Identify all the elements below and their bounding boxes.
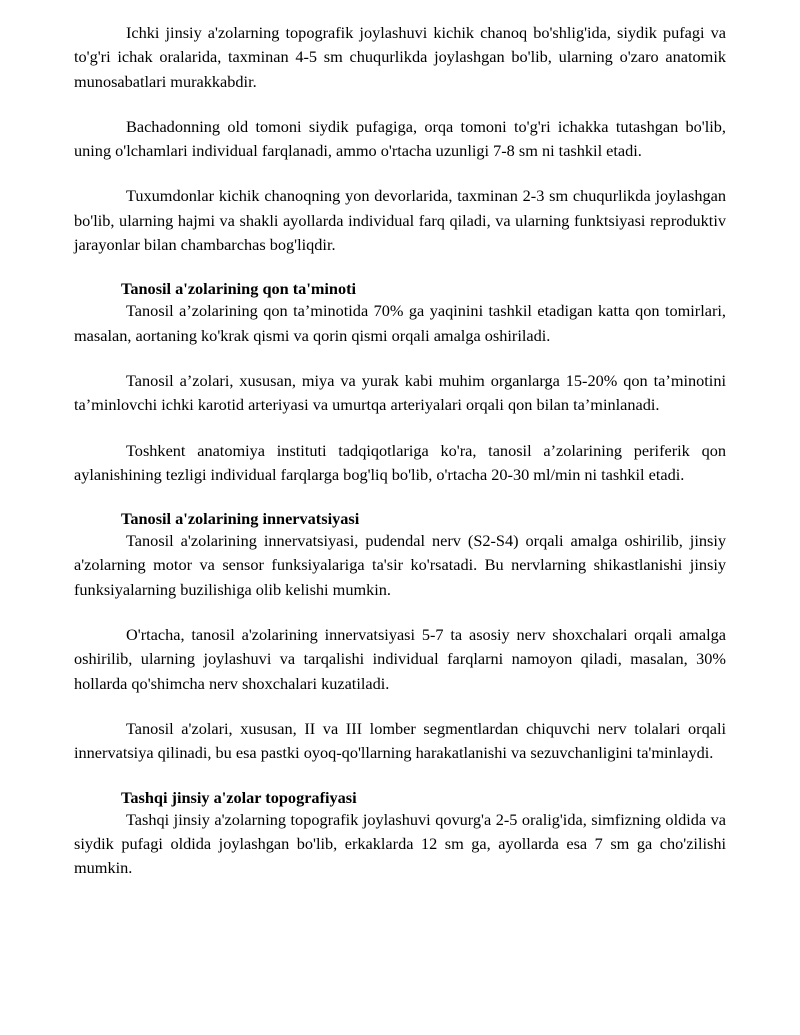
paragraph-blood-supply-2: Tanosil a’zolari, xususan, miya va yurak kabi muhim organlarga 15-20% qon ta’minotini ta’minlovchi ichki karotid arteriyasi va umurtqa arteriyalari orqali qon bilan ta’minlanadi. [74,370,726,415]
paragraph-blood-supply-3: Toshkent anatomiya instituti tadqiqotlariga ko'ra, tanosil a’zolarining periferik qon aylanishining tezligi individual farqlarga bog'liq bo'lib, o'rtacha 20-30 ml/min ni tashkil etadi. [74,440,726,484]
section-heading-external-topography: Tashqi jinsiy a'zolar topografiyasi [121,787,357,807]
paragraph-uterus: Bachadonning old tomoni siydik pufagiga, orqa tomoni to'g'ri ichakka tutashgan bo'lib, uning o'lchamlari individual farqlanadi, ammo o'rtacha uzunligi 7-8 sm ni tashkil etadi. [74,116,726,161]
paragraph-ovaries: Tuxumdonlar kichik chanoqning yon devorlarida, taxminan 2-3 sm chuqurlikda joylashgan bo'lib, ularning hajmi va shakli ayollarda individual farq qiladi, va ularning funktsiyasi reproduktiv jarayonlar bilan chambarchas bog'liqdir. [74,186,726,255]
section-heading-blood-supply: Tanosil a'zolarining qon ta'minoti [121,279,357,299]
paragraph-external-topography: Tashqi jinsiy a'zolarning topografik joylashuvi qovurg'a 2-5 oralig'ida, simfizning oldida va siydik pufagi oldida joylashgan bo'lib, erkaklarda 12 sm ga, ayollarda esa 7 sm ga cho'zilishi mumkin. [74,809,726,878]
paragraph-topography-internal: Ichki jinsiy a'zolarning topografik joylashuvi kichik chanoq bo'shlig'ida, siydik pufagi va to'g'ri ichak oralarida, taxminan 4-5 sm chuqurlikda joylashgan bo'lib, ularning o'zaro anatomik munosabatlari murakkabdir. [74,23,726,91]
paragraph-innervation-1: Tanosil a'zolarining innervatsiyasi, pudendal nerv (S2-S4) orqali amalga oshirilib, jinsiy a'zolarning motor va sensor funksiyalariga ta'sir ko'rsatadi. Bu nervlarning shikastlanishi jinsiy funksiyalarning buzilishiga olib kelishi mumkin. [74,531,726,599]
paragraph-innervation-3: Tanosil a'zolari, xususan, II va III lomber segmentlardan chiquvchi nerv tolalari orqali innervatsiya qilinadi, bu esa pastki oyoq-qo'llarning harakatlanishi va sezuvchanligini ta'minlaydi. [74,718,726,763]
document-page [74,21,726,880]
section-heading-innervation: Tanosil a'zolarining innervatsiyasi [121,509,360,529]
paragraph-innervation-2: O'rtacha, tanosil a'zolarining innervatsiyasi 5-7 ta asosiy nerv shoxchalari orqali amalga oshirilib, ularning joylashuvi va tarqalishi individual farqlarni namoyon qiladi, masalan, 30% hollarda qo'shimcha nerv shoxchalari kuzatiladi. [74,625,726,693]
paragraph-blood-supply-1: Tanosil a’zolarining qon ta’minotida 70% ga yaqinini tashkil etadigan katta qon tomirlari, masalan, aortaning ko'krak qismi va qorin qismi orqali amalga oshiriladi. [74,301,726,345]
